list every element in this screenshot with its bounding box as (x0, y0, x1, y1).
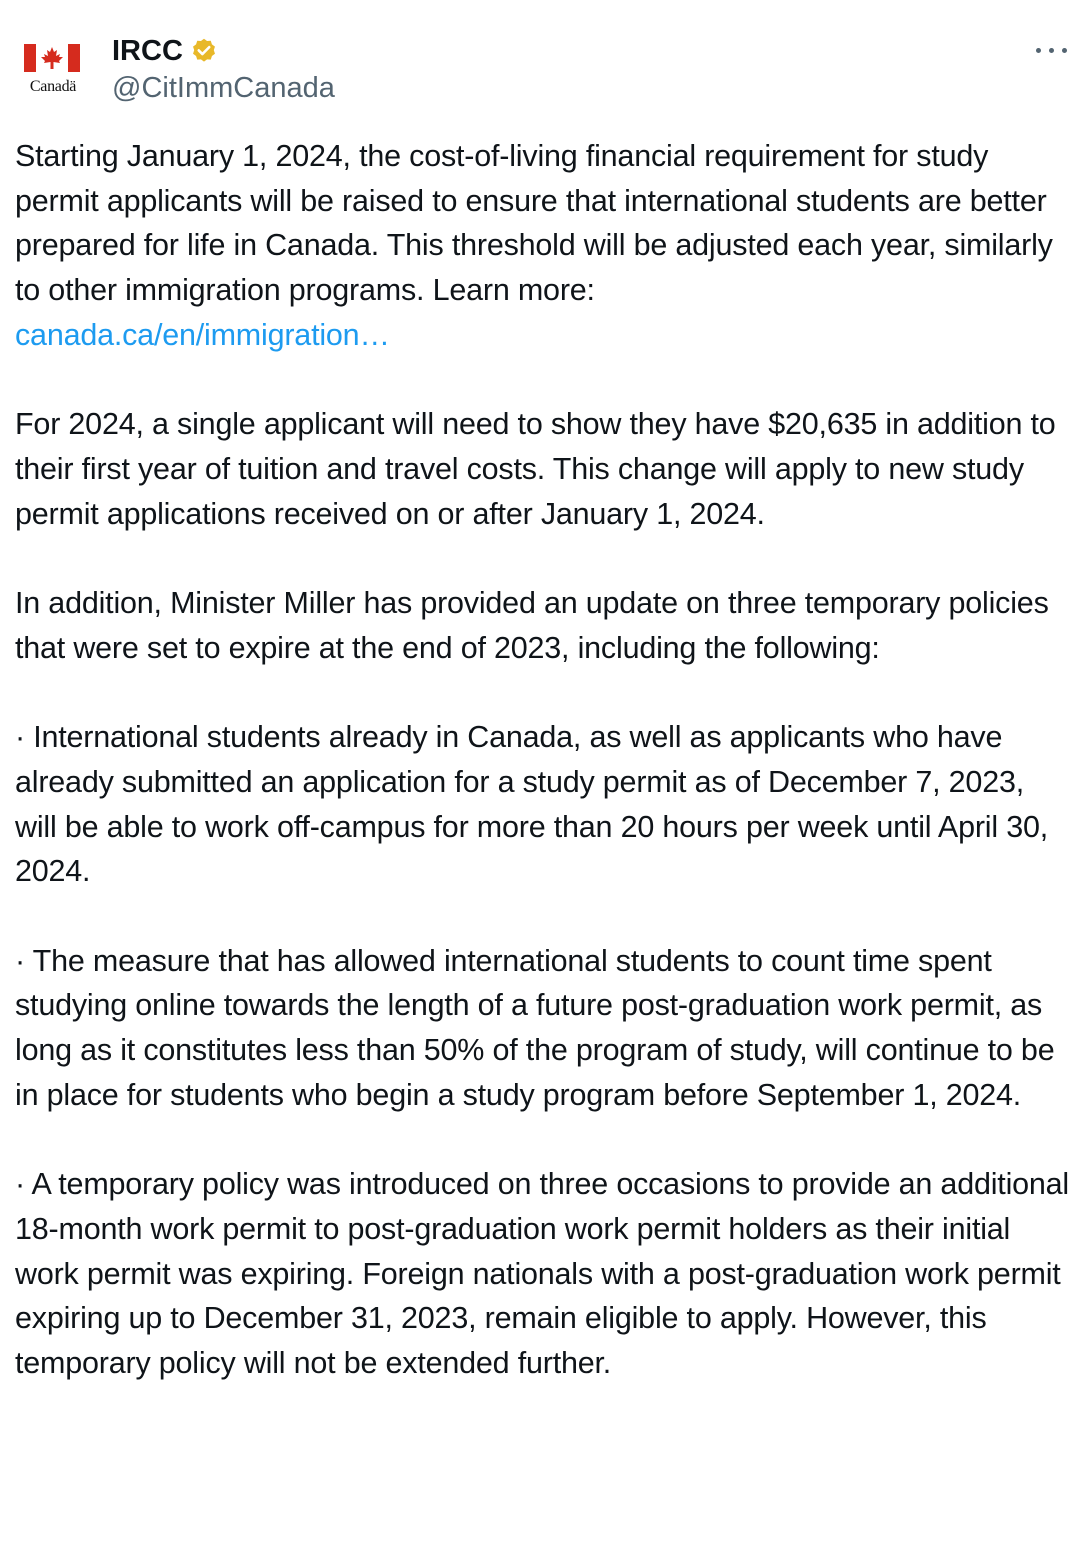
paragraph-1-text: Starting January 1, 2024, the cost-of-living financial requirement for study permit applicants will be raised to ensure that international students are better prepared for life in Canada. This threshold will be adjusted each year, similarly to other immigration programs. Learn more: (15, 139, 1053, 308)
learn-more-link[interactable]: canada.ca/en/immigration… (15, 317, 390, 352)
tweet-header (0, 0, 1080, 120)
paragraph-2: For 2024, a single applicant will need to show they have $20,635 in addition to their first year of tuition and travel costs. This change will apply to new study permit applications received on or after January 1, 2024. (15, 407, 1056, 531)
more-options-icon (1036, 48, 1041, 53)
bullet-1: · International students already in Canada, as well as applicants who have already submitted an application for a study permit as of December 7, 2023, will be able to work off-campus for more than 20 hours per week until April 30, 2024. (15, 720, 1049, 889)
avatar[interactable] (18, 38, 88, 98)
canada-wordmark: Canadä (29, 78, 77, 95)
verified-badge-icon (190, 37, 218, 65)
bullet-2: · The measure that has allowed international students to count time spent studying online towards the length of a future post-graduation work permit, as long as it constitutes less than 50% of the program of study, will continue to be in place for students who begin a study program before September 1, 2024. (15, 943, 1055, 1112)
name-row (112, 32, 218, 70)
more-options-icon (1062, 48, 1067, 53)
more-options-icon (1049, 48, 1054, 53)
account-handle[interactable]: @CitImmCanada (112, 72, 335, 104)
display-name[interactable]: IRCC (112, 34, 183, 67)
paragraph-1 (15, 134, 1070, 358)
canada-flag-icon (24, 44, 80, 72)
tweet-text (15, 134, 1070, 1386)
bullet-3: · A temporary policy was introduced on three occasions to provide an additional 18-month work permit to post-graduation work permit holders as their initial work permit was expiring. Foreign nationals with a post-graduation work permit expiring up to December 31, 2023, remain eligible to apply. However, this temporary policy will not be extended further. (15, 1167, 1070, 1380)
more-options-button[interactable] (1034, 40, 1070, 60)
paragraph-3: In addition, Minister Miller has provided an update on three temporary policies that were set to expire at the end of 2023, including the following: (15, 586, 1049, 665)
